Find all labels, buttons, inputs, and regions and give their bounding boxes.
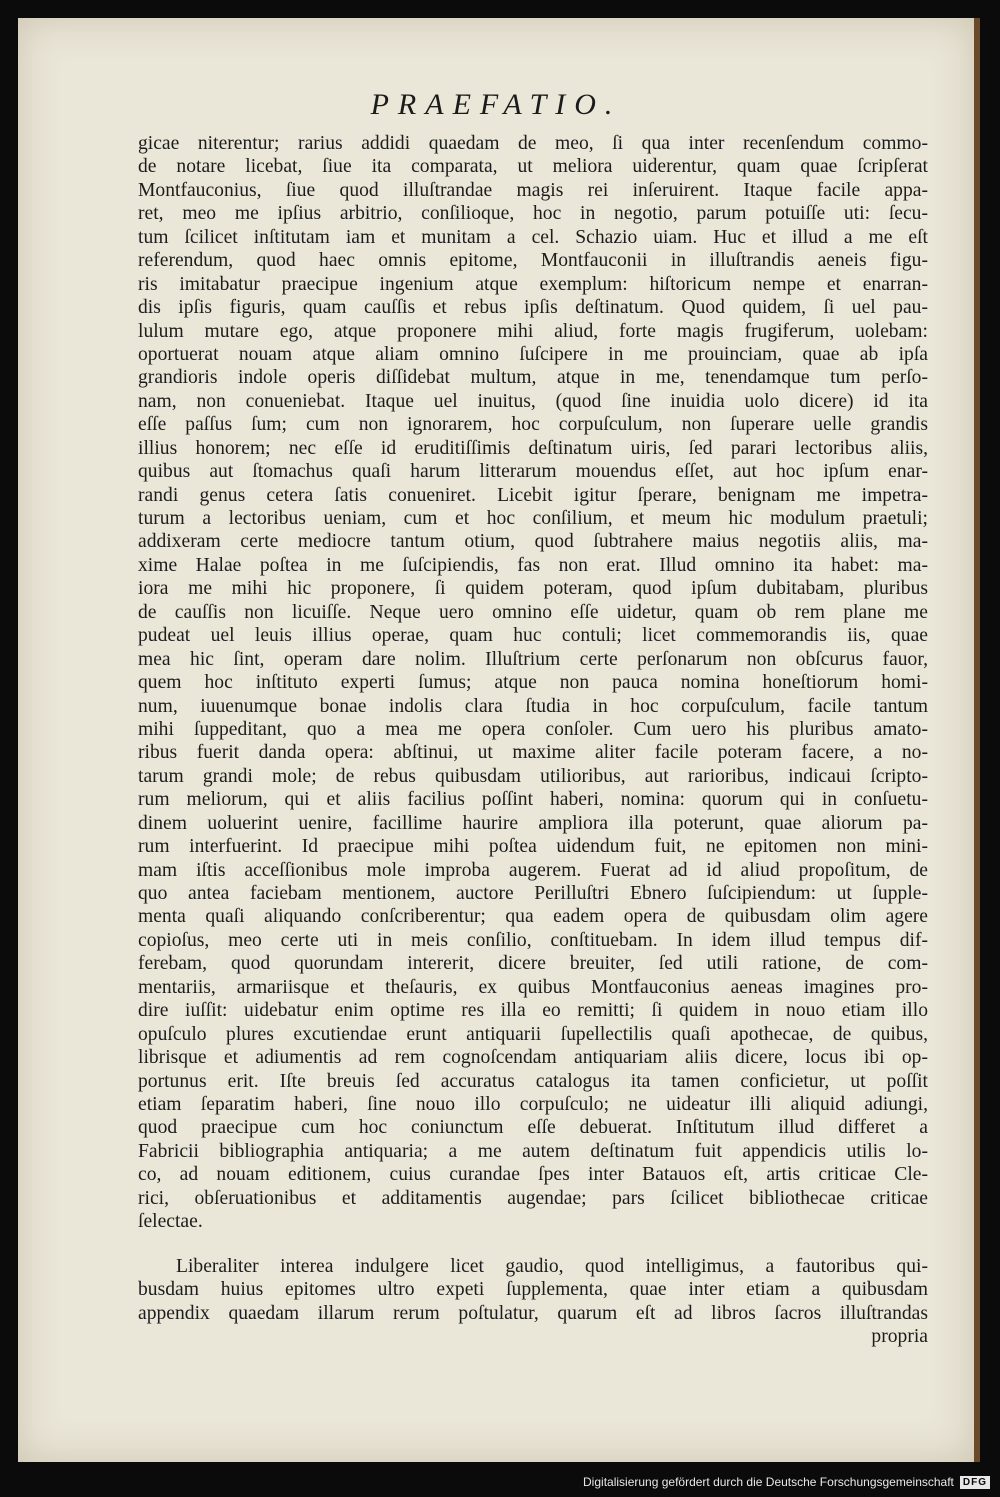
text-line: ferebam, quod quorundam intererit, dicere breuiter, ſed utili ratione, de com-: [138, 953, 928, 975]
text-line: xime Halae poſtea in me ſuſcipiendis, fas non erat. Illud omnino ita habet: ma-: [138, 554, 928, 576]
text-line: mam iſtis acceſſionibus mole improba augerem. Fuerat ad id aliud propoſitum, de: [138, 859, 928, 881]
text-line: de cauſſis non licuiſſe. Neque uero omnino eſſe uidetur, quam ob rem plane me: [138, 601, 928, 623]
paragraph-2: [138, 1255, 928, 1349]
text-line: dire iuſſit: uidebatur enim optime res illa eo remitti; ſi quidem in nouo etiam illo: [138, 1000, 928, 1022]
text-line: de notare licebat, ſiue ita comparata, ut meliora uiderentur, quam quae ſcripſerat: [138, 156, 928, 178]
text-line: quem hoc inſtituto experti ſumus; atque non pauca nomina honeſtiorum homi-: [138, 672, 928, 694]
text-line: copioſus, meo certe uti in meis conſilio, conſtituebam. In idem illud tempus dif-: [138, 929, 928, 951]
text-line: illius honorem; nec eſſe id eruditiſſimis deſtinatum uiris, ſed parari lectoribus aliis,: [138, 437, 928, 459]
text-line: Liberaliter interea indulgere licet gaudio, quod intelligimus, a fautoribus qui-: [176, 1256, 928, 1277]
text-line: grandioris indole operis diſſidebat multum, atque in me, tenendamque tum perſo-: [138, 367, 928, 389]
text-line: rum meliorum, qui et aliis facilius poſſint haberi, nomina: quorum qui in conſuetu-: [138, 789, 928, 811]
text-line: Fabricii bibliographia antiquaria; a me autem deſtinatum fuit appendicis utilis lo-: [138, 1140, 928, 1162]
text-line: opuſculo plures excutiendae erunt antiquarii ſupellectilis quaſi apothecae, de quibus,: [138, 1023, 928, 1045]
footer-text: Digitalisierung gefördert durch die Deutsche Forschungsgemeinschaft: [583, 1475, 954, 1489]
page-title: PRAEFATIO.: [370, 88, 622, 121]
text-line: addixeram certe mediocre tantum otium, quod ſubtrahere maius negotiis aliis, ma-: [138, 531, 928, 553]
text-line: oportuerat nouam atque aliam omnino ſuſcipere in me prouinciam, quae ab ipſa: [138, 343, 928, 365]
text-line: eſſe paſſus ſum; cum non ignorarem, hoc corpuſculum, non ſuperare uelle grandis: [138, 414, 928, 436]
text-line: librisque et adiumentis ad rem cognoſcendam antiquariam aliis dicere, locus ibi op-: [138, 1047, 928, 1069]
book-page: [18, 18, 980, 1462]
text-line: etiam ſeparatim haberi, ſine nouo illo corpuſculo; ne uideatur illi aliquid adiungi,: [138, 1093, 928, 1115]
text-line: num, iuuenumque bonae indolis clara ſtudia in hoc corpuſculum, facile tantum: [138, 695, 928, 717]
text-line: co, ad nouam editionem, cuius curandae ſpes inter Batauos eſt, artis criticae Cle-: [138, 1164, 928, 1186]
text-line: quo antea faciebam mentionem, auctore Perilluſtri Ebnero ſuſcipiendum: ut ſupple-: [138, 883, 928, 904]
text-line: quod praecipue cum hoc coniunctum eſſe debuerat. Inſtitutum illud differet a: [138, 1117, 928, 1139]
text-line: ret, meo me ipſius arbitrio, conſilioque, hoc in negotio, parum potuiſſe uti: ſecu-: [138, 203, 928, 225]
text-line: turum a lectoribus ueniam, cum et hoc conſilium, et meum hic modulum praetuli;: [138, 508, 928, 529]
text-line: Montfauconius, ſiue quod illuſtrandae magis rei inſeruirent. Itaque facile appa-: [138, 179, 928, 201]
digitization-credit: [583, 1471, 990, 1493]
text-line: ſelectae.: [138, 1211, 203, 1233]
text-line: appendix quaedam illarum rerum poſtulatur, quarum eſt ad libros ſacros illuſtrandas: [138, 1302, 928, 1324]
text-line: portunus erit. Iſte breuis ſed accuratus catalogus ita tamen conficietur, ut poſſit: [138, 1070, 928, 1092]
text-line: mihi ſuppeditant, quo a mea me opera conſoler. Cum uero his pluribus amato-: [138, 718, 928, 740]
text-line: nam, non conueniebat. Itaque uel inuitus, (quod ſine inuidia uolo dicere) id ita: [138, 390, 928, 412]
text-line: lulum mutare ego, atque proponere mihi aliud, forte magis frugiferum, uolebam:: [138, 320, 928, 342]
text-line: tum ſcilicet inſtitutam iam et munitam a cel. Schazio uiam. Huc et illud a me eſt: [138, 226, 928, 248]
text-line: mea hic ſint, operam dare nolim. Illuſtrium certe perſonarum non obſcurus fauor,: [138, 648, 928, 670]
text-line: iora me mihi hic proponere, ſi quidem poteram, quod ipſum dubitabam, pluribus: [138, 578, 928, 600]
dfg-logo-icon: DFG: [960, 1476, 990, 1489]
text-line: tarum grandi mole; de rebus quibusdam utilioribus, aut rarioribus, indicaui ſcripto-: [138, 765, 928, 787]
text-line: rum interfuerint. Id praecipue mihi poſtea uidendum fuit, ne epitomen non mini-: [138, 836, 928, 858]
text-line: gicae niterentur; rarius addidi quaedam de meo, ſi qua inter recenſendum commo-: [138, 133, 928, 154]
text-line: busdam huius epitomes ultro expeti ſupplementa, quae inter etiam a quibusdam: [138, 1279, 928, 1301]
text-line: ris imitabatur praecipue ingenium atque exemplum: hiſtoricum nempe et enarran-: [138, 273, 928, 295]
text-line: quibus aut ſtomachus quaſi harum litterarum mouendus eſſet, aut hoc ipſum enar-: [138, 461, 928, 483]
text-line: randi genus cetera ſatis conueniret. Licebit igitur ſperare, benignam me impetra-: [138, 484, 928, 506]
catchword: propria: [871, 1326, 928, 1348]
text-line: mentariis, armariisque et theſauris, ex quibus Montfauconius aeneas imagines pro-: [138, 976, 928, 998]
text-line: ribus fuerit danda opera: abſtinui, ut maxime aliter facile poteram facere, a no-: [138, 742, 928, 764]
text-line: rici, obſeruationibus et additamentis augendae; pars ſcilicet bibliothecae criticae: [138, 1187, 928, 1209]
text-line: dinem uoluerint uenire, facillime haurire ampliora illa poterunt, quae aliorum pa-: [138, 812, 928, 834]
text-line: menta quaſi aliquando conſcriberentur; qua eadem opera de quibusdam olim agere: [138, 906, 928, 928]
text-line: referendum, quod haec omnis epitome, Montfauconii in illuſtrandis aeneis figu-: [138, 250, 928, 272]
paragraph-1: [138, 132, 928, 1234]
text-line: pudeat uel leuis illius operae, quam huc contuli; licet commemorandis iis, quae: [138, 625, 928, 647]
text-line: dis ipſis figuris, quam cauſſis et rebus ipſis deſtinatum. Quod quidem, ſi uel pau-: [138, 297, 928, 319]
